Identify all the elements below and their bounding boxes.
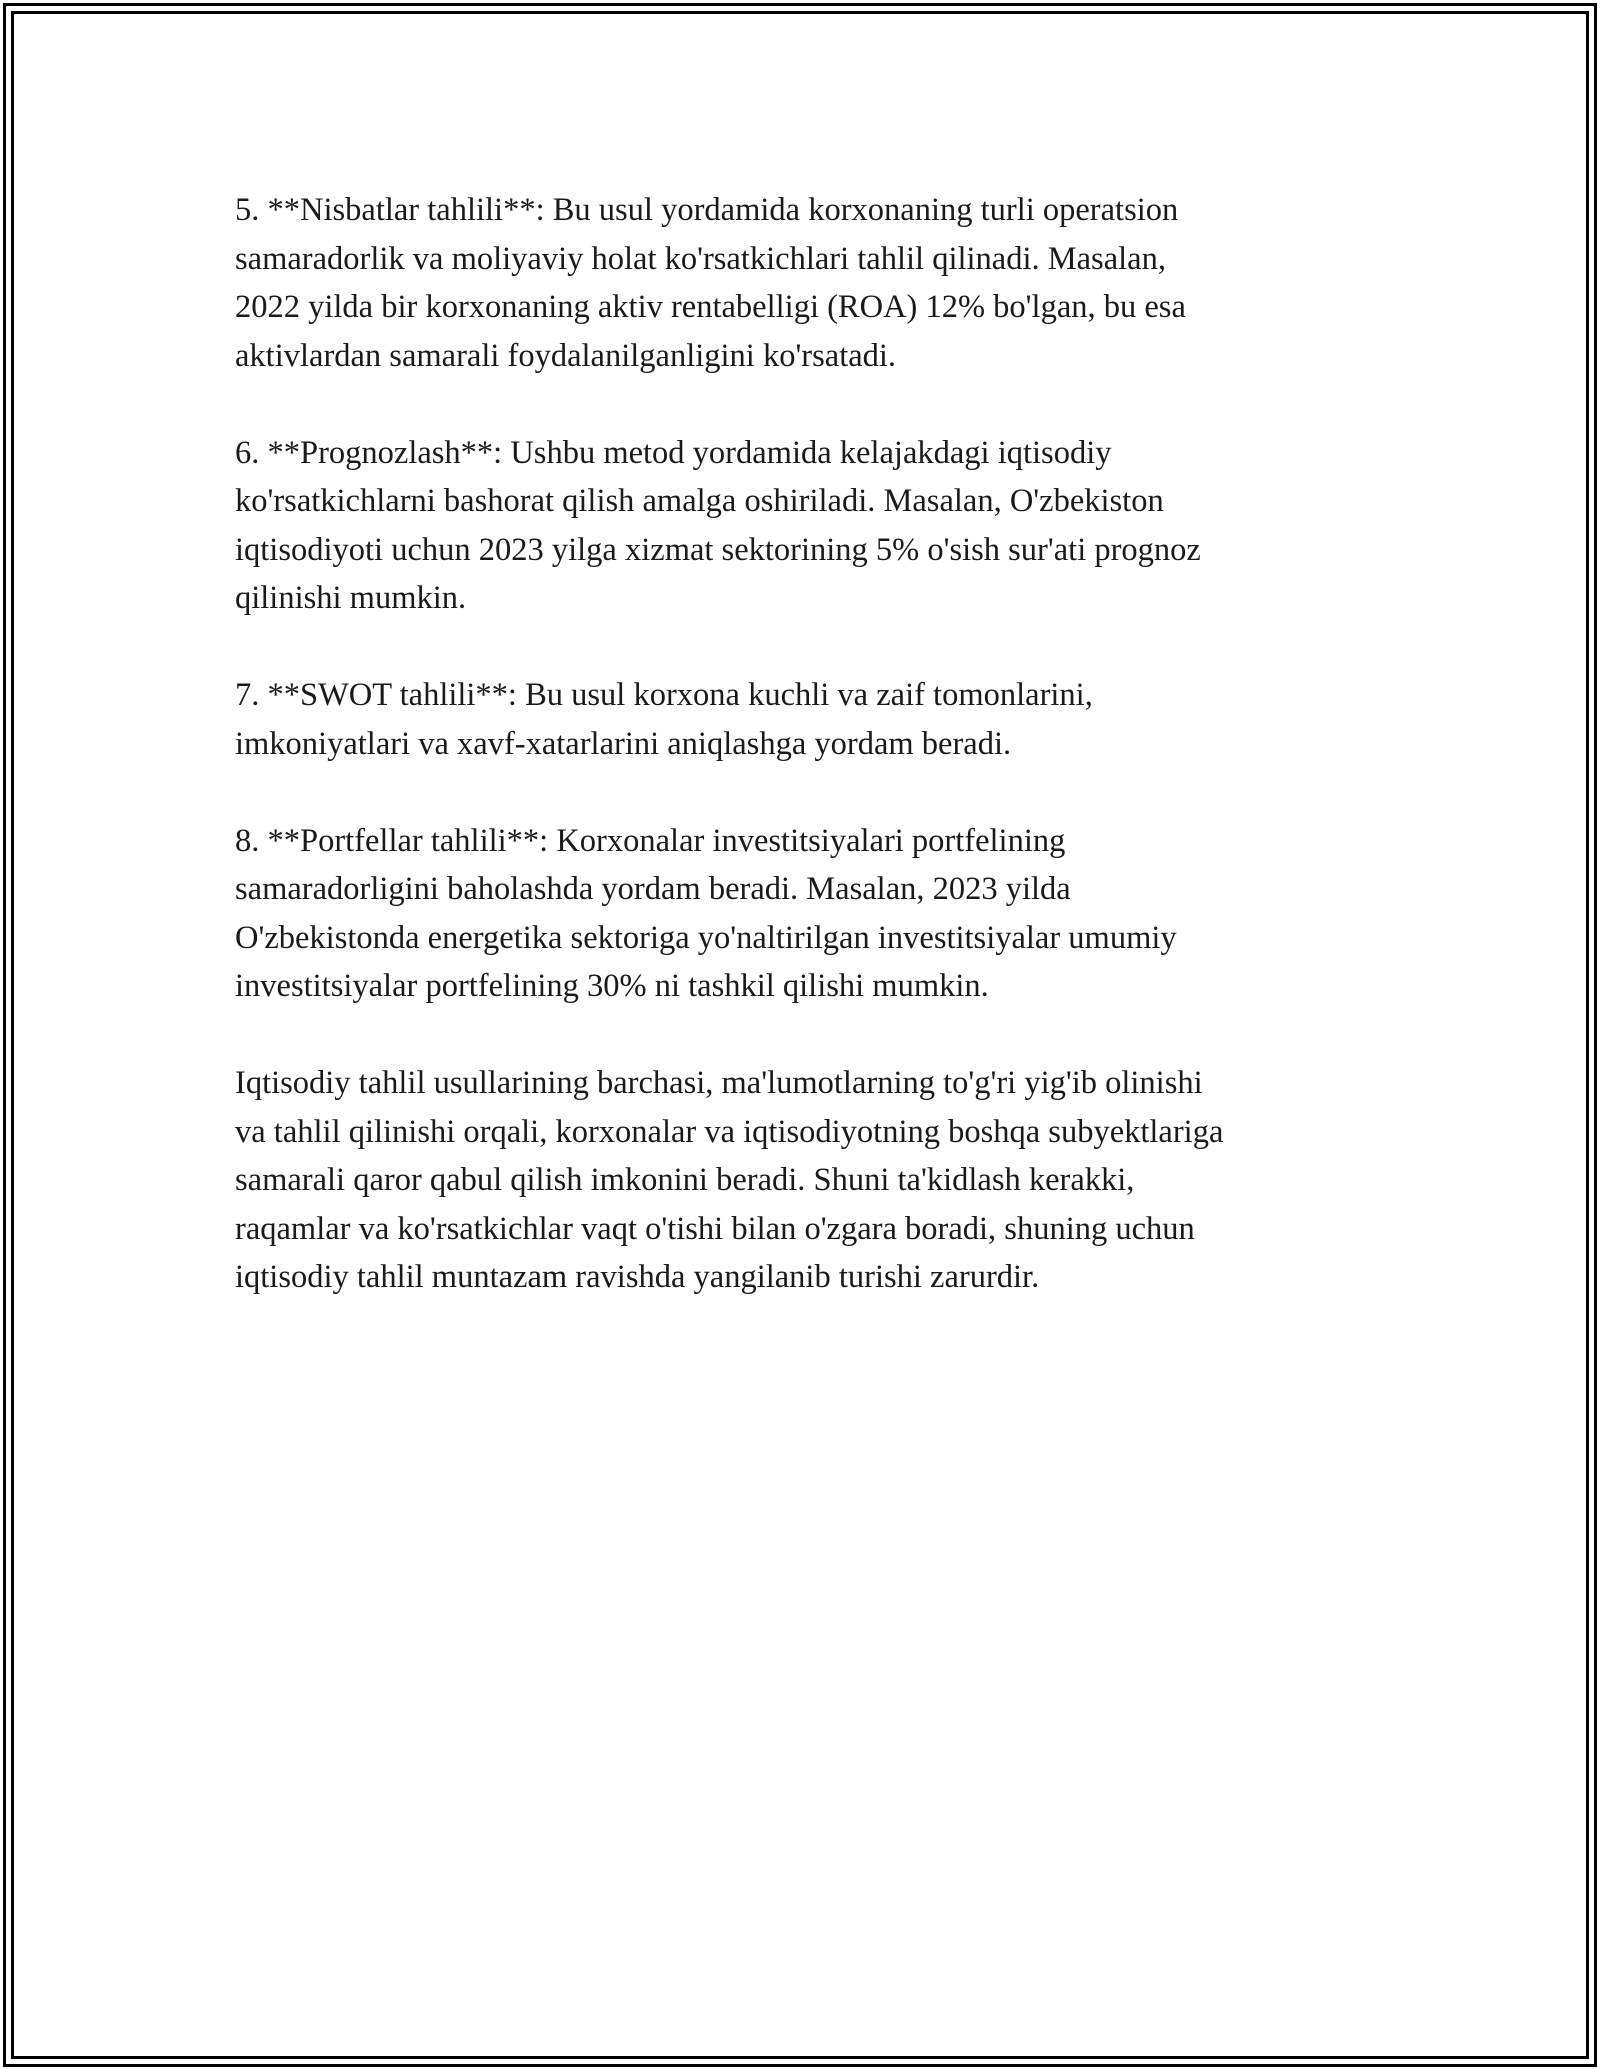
text-line: 8. **Portfellar tahlili**: Korxonalar investitsiyalari portfelining [235,822,1066,859]
text-line: 7. **SWOT tahlili**: Bu usul korxona kuchli va zaif tomonlarini, [235,677,1093,713]
paragraph-conclusion [235,1059,1375,1302]
text-line: 5. **Nisbatlar tahlili**: Bu usul yordamida korxonaning turli operatsion [235,192,1179,228]
text-line: iqtisodiyoti uchun 2023 yilga xizmat sektorining 5% o'sish sur'ati prognoz [235,531,1201,568]
text-line: imkoniyatlari va xavf-xatarlarini aniqlashga yordam beradi. [235,725,1012,762]
text-line: va tahlil qilinishi orqali, korxonalar va iqtisodiyotning boshqa subyektlariga [235,1113,1224,1150]
paragraph-swot-tahlili [235,671,1375,768]
text-line: samaradorligini baholashda yordam beradi. Masalan, 2023 yilda [235,871,1071,907]
text-line: aktivlardan samarali foydalanilganligini ko'rsatadi. [235,337,897,374]
paragraph-nisbatlar-tahlili [235,186,1375,380]
text-line: qilinishi mumkin. [235,580,467,616]
text-line: iqtisodiy tahlil muntazam ravishda yangilanib turishi zarurdir. [235,1259,1040,1295]
text-line: samaradorlik va moliyaviy holat ko'rsatkichlari tahlil qilinadi. Masalan, [235,240,1166,277]
paragraph-portfellar-tahlili [235,817,1375,1011]
text-line: Iqtisodiy tahlil usullarining barchasi, ma'lumotlarning to'g'ri yig'ib olinishi [235,1065,1203,1101]
text-line: raqamlar va ko'rsatkichlar vaqt o'tishi bilan o'zgara boradi, shuning uchun [235,1210,1195,1247]
text-line: investitsiyalar portfelining 30% ni tashkil qilishi mumkin. [235,968,989,1004]
text-line: samarali qaror qabul qilish imkonini beradi. Shuni ta'kidlash kerakki, [235,1162,1135,1198]
document-body [235,186,1375,1350]
text-line: O'zbekistonda energetika sektoriga yo'naltirilgan investitsiyalar umumiy [235,919,1177,956]
paragraph-prognozlash [235,429,1375,623]
text-line: ko'rsatkichlarni bashorat qilish amalga oshiriladi. Masalan, O'zbekiston [235,483,1164,519]
text-line: 2022 yilda bir korxonaning aktiv rentabelligi (ROA) 12% bo'lgan, bu esa [235,289,1186,325]
text-line: 6. **Prognozlash**: Ushbu metod yordamida kelajakdagi iqtisodiy [235,434,1112,471]
